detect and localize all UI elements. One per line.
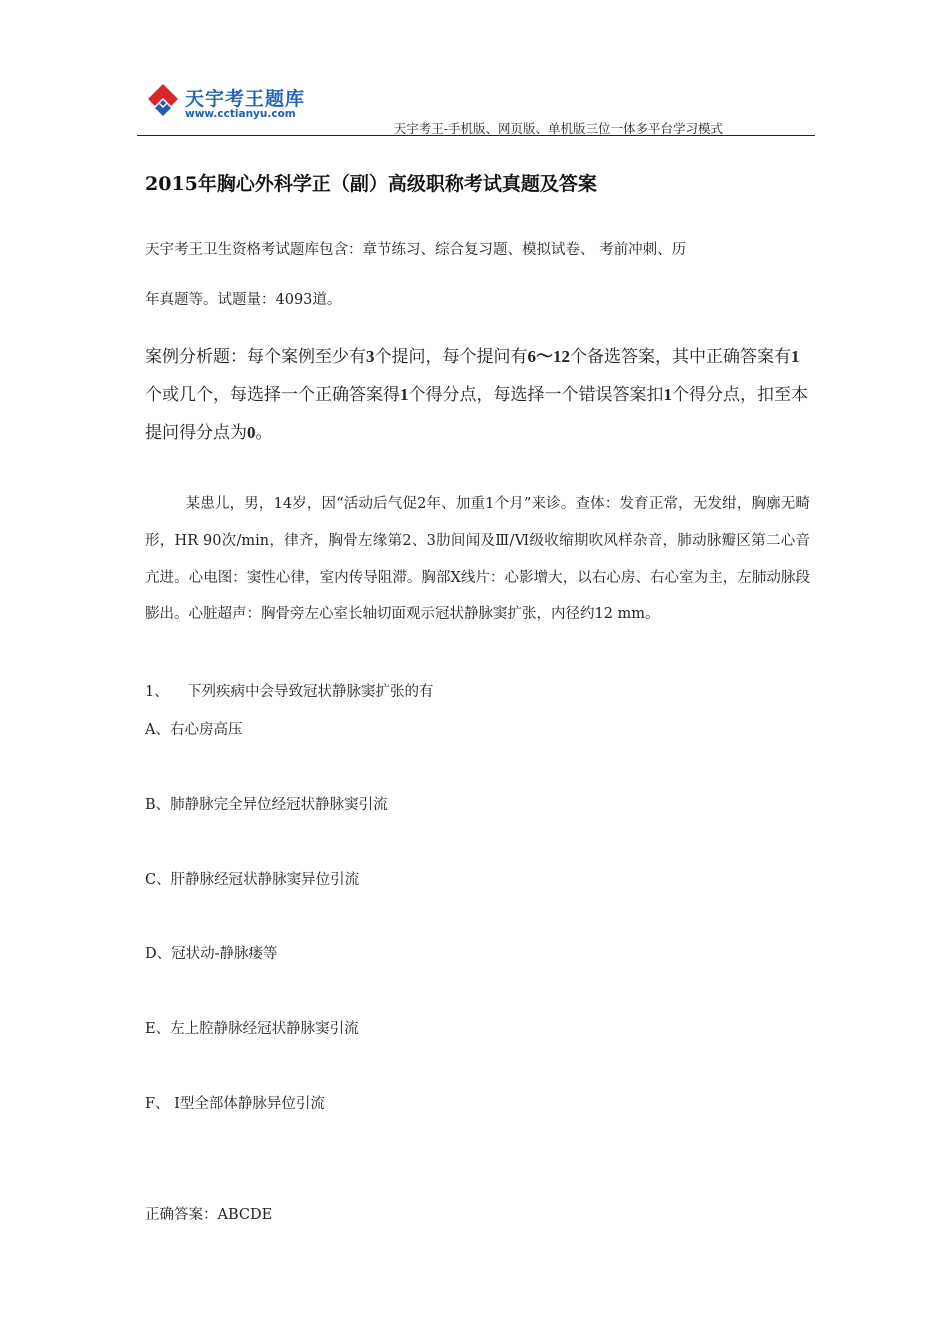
intro-line-2: 年真题等。试题量：4093道。 xyxy=(145,292,342,308)
correct-answer: 正确答案：ABCDE xyxy=(145,1207,273,1223)
notice-text: 个得分点，扣至本提问得分点为 xyxy=(145,385,808,443)
question-text: 下列疾病中会导致冠状静脉窦扩张的有 xyxy=(187,684,434,700)
notice-number: 1 xyxy=(663,385,672,404)
header-tagline: 天宇考王-手机版、网页版、单机版三位一体多平台学习模式 xyxy=(393,121,723,136)
logo xyxy=(145,78,315,126)
page-header xyxy=(137,78,815,138)
intro-line-1: 天宇考王卫生资格考试题库包含：章节练习、综合复习题、模拟试卷、 考前冲刺、历 xyxy=(145,242,687,258)
logo-url: www.cctianyu.com xyxy=(185,108,296,120)
logo-diamond-icon xyxy=(145,82,181,120)
option-e: E、左上腔静脉经冠状静脉窦引流 xyxy=(145,1021,359,1037)
notice-number: 0 xyxy=(247,423,256,442)
notice-text: 个或几个，每选择一个正确答案得 xyxy=(145,385,400,405)
notice-number: 1 xyxy=(400,385,409,404)
notice-number: 6～12 xyxy=(527,347,570,366)
option-a: A、右心房高压 xyxy=(145,722,243,738)
case-analysis-notice xyxy=(145,338,810,452)
notice-text: 。 xyxy=(255,423,273,443)
logo-name: 天宇考王题库 xyxy=(185,88,306,110)
case-scenario: 某患儿，男，14岁，因“活动后气促2年、加重1个月”来诊。查体：发育正常，无发绀，胸廓无畸形，HR 90次/min，律齐，胸骨左缘第2、3肋间闻及Ⅲ/Ⅵ级收缩期吹风样杂音，肺动脉瓣区第二心音亢进。心电图：窦性心律，室内传导阻滞。胸部X线片：心影增大，以右心房、右心室为主，左肺动脉段膨出。心脏超声：胸骨旁左心室长轴切面观示冠状静脉窦扩张，内径约12 mm。 xyxy=(145,496,810,623)
notice-number: 3 xyxy=(366,347,375,366)
question-number: 1、 xyxy=(145,684,169,700)
option-f: F、 Ⅰ型全部体静脉异位引流 xyxy=(145,1096,325,1112)
notice-text: 个提问，每个提问有 xyxy=(374,347,528,367)
option-b: B、肺静脉完全异位经冠状静脉窦引流 xyxy=(145,797,388,813)
notice-text: 个得分点，每选择一个错误答案扣 xyxy=(408,385,664,405)
notice-text: 个备选答案，其中正确答案有 xyxy=(570,347,791,367)
option-c: C、肝静脉经冠状静脉窦异位引流 xyxy=(145,872,360,888)
notice-text: 案例分析题：每个案例至少有 xyxy=(145,347,366,367)
header-divider xyxy=(137,135,815,136)
option-d: D、冠状动-静脉瘘等 xyxy=(145,946,278,962)
notice-number: 1 xyxy=(791,347,800,366)
document-title: 2015年胸心外科学正（副）高级职称考试真题及答案 xyxy=(145,173,597,195)
question-1 xyxy=(145,680,434,701)
